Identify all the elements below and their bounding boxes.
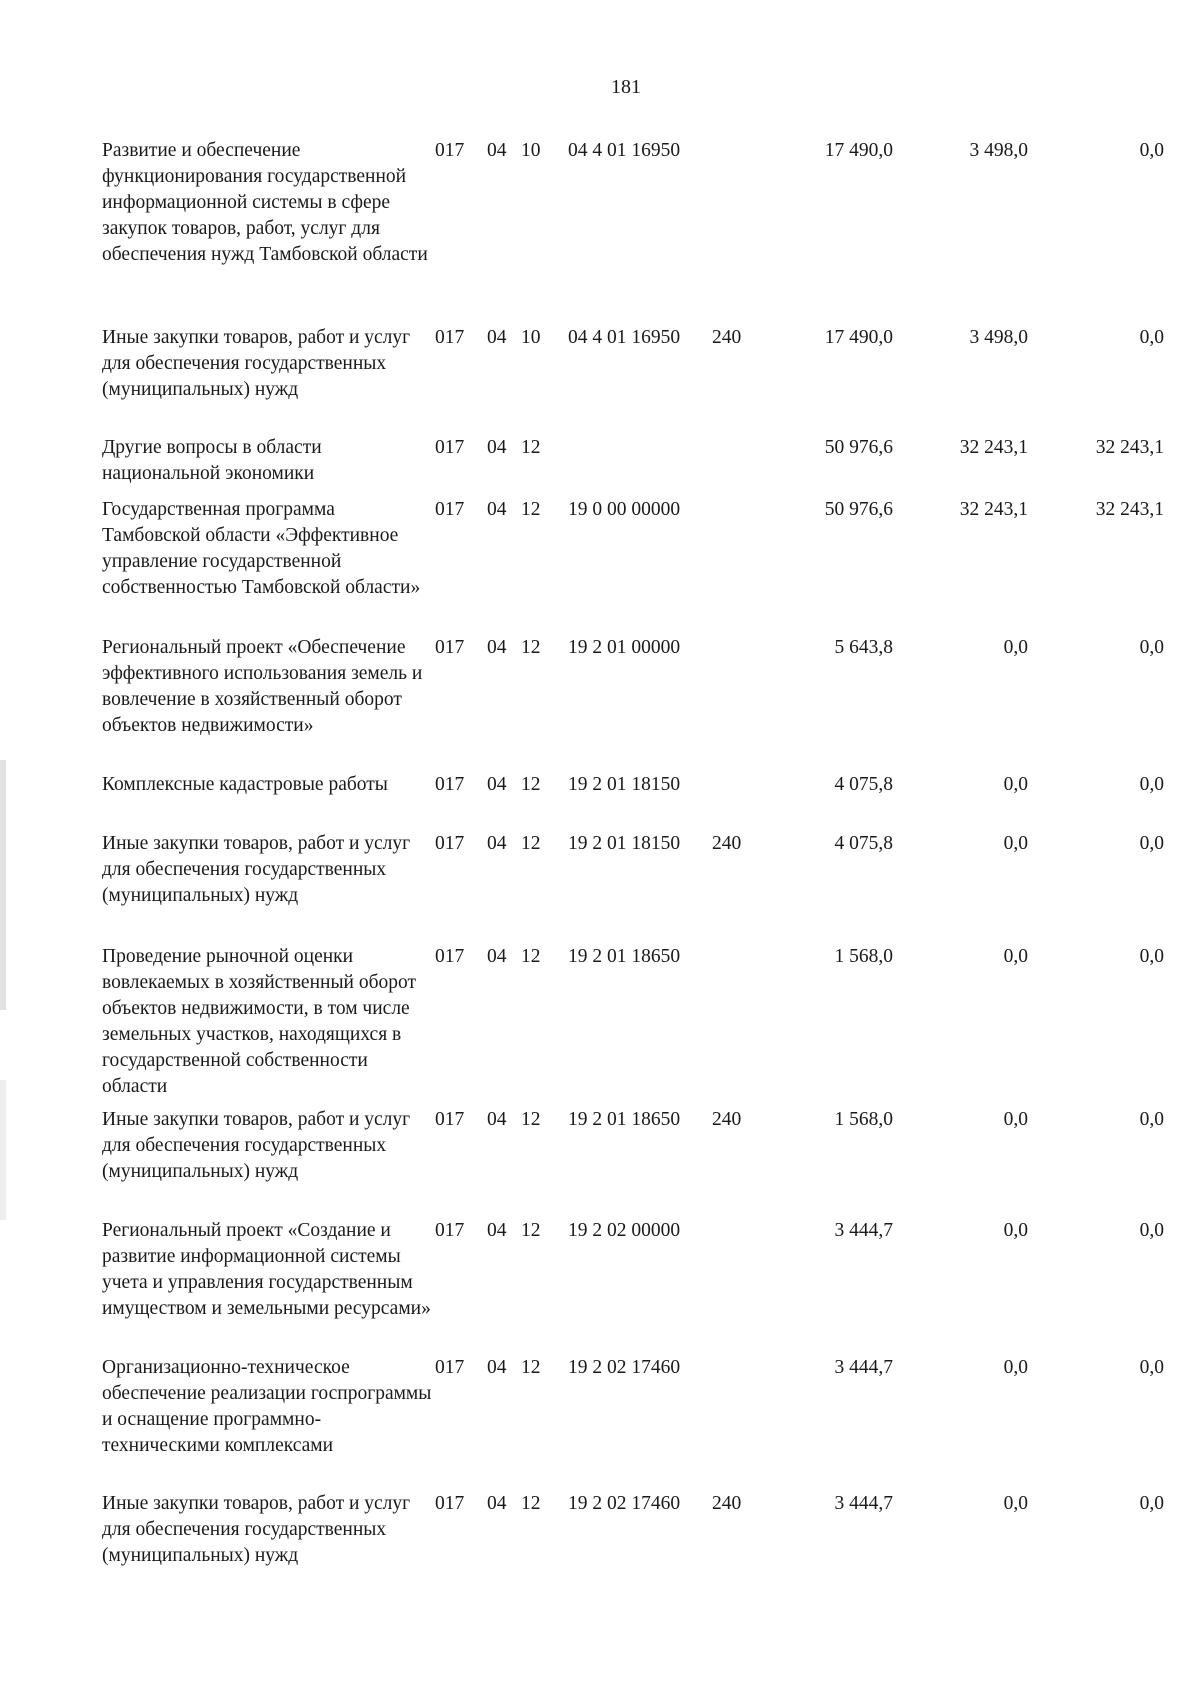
row-y3-cell: 0,0: [1139, 946, 1164, 967]
row-y1-cell: 17 490,0: [824, 327, 893, 348]
row-y3-cell: 32 243,1: [1095, 437, 1164, 458]
row-section-cell: 04: [487, 499, 507, 520]
row-section-cell: 04: [487, 833, 507, 854]
row-name-cell: Другие вопросы в области национальной экономики: [102, 437, 322, 484]
row-y2-cell: 0,0: [1003, 1109, 1028, 1130]
row-subsection-cell: 12: [521, 1493, 541, 1514]
row-y2-cell: 0,0: [1003, 1493, 1028, 1514]
row-y3-cell: 0,0: [1139, 1357, 1164, 1378]
row-y3-cell: 0,0: [1139, 774, 1164, 795]
row-section-cell: 04: [487, 1220, 507, 1241]
row-y2-cell: 0,0: [1003, 1357, 1028, 1378]
row-ministry-cell: 017: [435, 327, 465, 348]
row-section-cell: 04: [487, 1493, 507, 1514]
row-subsection-cell: 10: [521, 327, 541, 348]
row-y3-cell: 0,0: [1139, 140, 1164, 161]
row-name-cell: Проведение рыночной оценки вовлекаемых в хозяйственный оборот объектов недвижимости, в том числе земельных участков, находящихся в государственной собственности области: [102, 946, 417, 1097]
row-ministry-cell: 017: [435, 637, 465, 658]
row-subsection-cell: 12: [521, 499, 541, 520]
row-y2-cell: 3 498,0: [969, 327, 1028, 348]
row-name-cell: Иные закупки товаров, работ и услуг для обеспечения государственных (муниципальных) нужд: [102, 327, 411, 400]
row-section-cell: 04: [487, 327, 507, 348]
row-target-cell: 19 2 02 17460: [568, 1493, 681, 1514]
row-ministry-cell: 017: [435, 774, 465, 795]
row-y2-cell: 0,0: [1003, 833, 1028, 854]
row-section-cell: 04: [487, 437, 507, 458]
row-y2-cell: 32 243,1: [959, 437, 1028, 458]
row-y1-cell: 3 444,7: [834, 1357, 893, 1378]
row-y1-cell: 50 976,6: [824, 437, 893, 458]
row-y2-cell: 0,0: [1003, 1220, 1028, 1241]
row-y3-cell: 0,0: [1139, 1493, 1164, 1514]
row-y1-cell: 4 075,8: [834, 833, 893, 854]
row-name-cell: Иные закупки товаров, работ и услуг для обеспечения государственных (муниципальных) нужд: [102, 833, 411, 906]
row-y1-cell: 17 490,0: [824, 140, 893, 161]
row-y3-cell: 32 243,1: [1095, 499, 1164, 520]
row-section-cell: 04: [487, 140, 507, 161]
row-name-cell: Государственная программа Тамбовской области «Эффективное управление государственной собственностью Тамбовской области»: [102, 499, 421, 598]
row-section-cell: 04: [487, 946, 507, 967]
row-subsection-cell: 12: [521, 637, 541, 658]
row-y1-cell: 5 643,8: [834, 637, 893, 658]
row-target-cell: 04 4 01 16950: [568, 327, 681, 348]
row-target-cell: 19 2 01 18650: [568, 946, 681, 967]
row-ministry-cell: 017: [435, 1357, 465, 1378]
row-vr-cell: 240: [712, 1493, 742, 1514]
row-subsection-cell: 12: [521, 1357, 541, 1378]
row-subsection-cell: 12: [521, 946, 541, 967]
row-name-cell: Иные закупки товаров, работ и услуг для обеспечения государственных (муниципальных) нужд: [102, 1493, 411, 1566]
page-number: 181: [611, 76, 641, 98]
row-subsection-cell: 12: [521, 1109, 541, 1130]
row-target-cell: 19 0 00 00000: [568, 499, 681, 520]
row-y3-cell: 0,0: [1139, 327, 1164, 348]
row-target-cell: 19 2 01 18150: [568, 774, 681, 795]
row-name-cell: Региональный проект «Обеспечение эффективного использования земель и вовлечение в хозяйственный оборот объектов недвижимости»: [102, 637, 423, 736]
row-vr-cell: 240: [712, 833, 742, 854]
row-ministry-cell: 017: [435, 1493, 465, 1514]
row-section-cell: 04: [487, 1357, 507, 1378]
row-subsection-cell: 12: [521, 437, 541, 458]
scan-edge-shadow: [0, 1080, 6, 1220]
row-target-cell: 19 2 01 18150: [568, 833, 681, 854]
row-subsection-cell: 10: [521, 140, 541, 161]
row-y1-cell: 3 444,7: [834, 1493, 893, 1514]
row-name-cell: Региональный проект «Создание и развитие информационной системы учета и управления государственным имуществом и земельными ресурсами»: [102, 1220, 431, 1319]
row-section-cell: 04: [487, 637, 507, 658]
row-y3-cell: 0,0: [1139, 637, 1164, 658]
row-y2-cell: 0,0: [1003, 774, 1028, 795]
row-y1-cell: 1 568,0: [834, 1109, 893, 1130]
row-y1-cell: 3 444,7: [834, 1220, 893, 1241]
row-y1-cell: 4 075,8: [834, 774, 893, 795]
row-subsection-cell: 12: [521, 833, 541, 854]
row-subsection-cell: 12: [521, 774, 541, 795]
row-name-cell: Иные закупки товаров, работ и услуг для обеспечения государственных (муниципальных) нужд: [102, 1109, 411, 1182]
row-y3-cell: 0,0: [1139, 1220, 1164, 1241]
row-ministry-cell: 017: [435, 1220, 465, 1241]
row-name-cell: Организационно-техническое обеспечение реализации госпрограммы и оснащение программно-техническими комплексами: [102, 1357, 432, 1456]
row-y1-cell: 50 976,6: [824, 499, 893, 520]
row-target-cell: 19 2 02 17460: [568, 1357, 681, 1378]
row-y2-cell: 32 243,1: [959, 499, 1028, 520]
row-ministry-cell: 017: [435, 140, 465, 161]
row-subsection-cell: 12: [521, 1220, 541, 1241]
row-target-cell: 19 2 01 18650: [568, 1109, 681, 1130]
row-ministry-cell: 017: [435, 833, 465, 854]
row-ministry-cell: 017: [435, 499, 465, 520]
row-vr-cell: 240: [712, 327, 742, 348]
row-y2-cell: 0,0: [1003, 637, 1028, 658]
row-y3-cell: 0,0: [1139, 1109, 1164, 1130]
row-ministry-cell: 017: [435, 946, 465, 967]
scan-edge-shadow: [0, 760, 6, 1010]
row-name-cell: Развитие и обеспечение функционирования государственной информационной системы в сфере закупок товаров, работ, услуг для обеспечения нужд Тамбовской области: [102, 140, 428, 265]
row-y3-cell: 0,0: [1139, 833, 1164, 854]
row-y2-cell: 3 498,0: [969, 140, 1028, 161]
row-section-cell: 04: [487, 774, 507, 795]
row-target-cell: 04 4 01 16950: [568, 140, 681, 161]
row-ministry-cell: 017: [435, 437, 465, 458]
row-section-cell: 04: [487, 1109, 507, 1130]
row-y2-cell: 0,0: [1003, 946, 1028, 967]
row-vr-cell: 240: [712, 1109, 742, 1130]
row-name-cell: Комплексные кадастровые работы: [102, 774, 388, 795]
row-y1-cell: 1 568,0: [834, 946, 893, 967]
row-target-cell: 19 2 02 00000: [568, 1220, 681, 1241]
row-ministry-cell: 017: [435, 1109, 465, 1130]
row-target-cell: 19 2 01 00000: [568, 637, 681, 658]
